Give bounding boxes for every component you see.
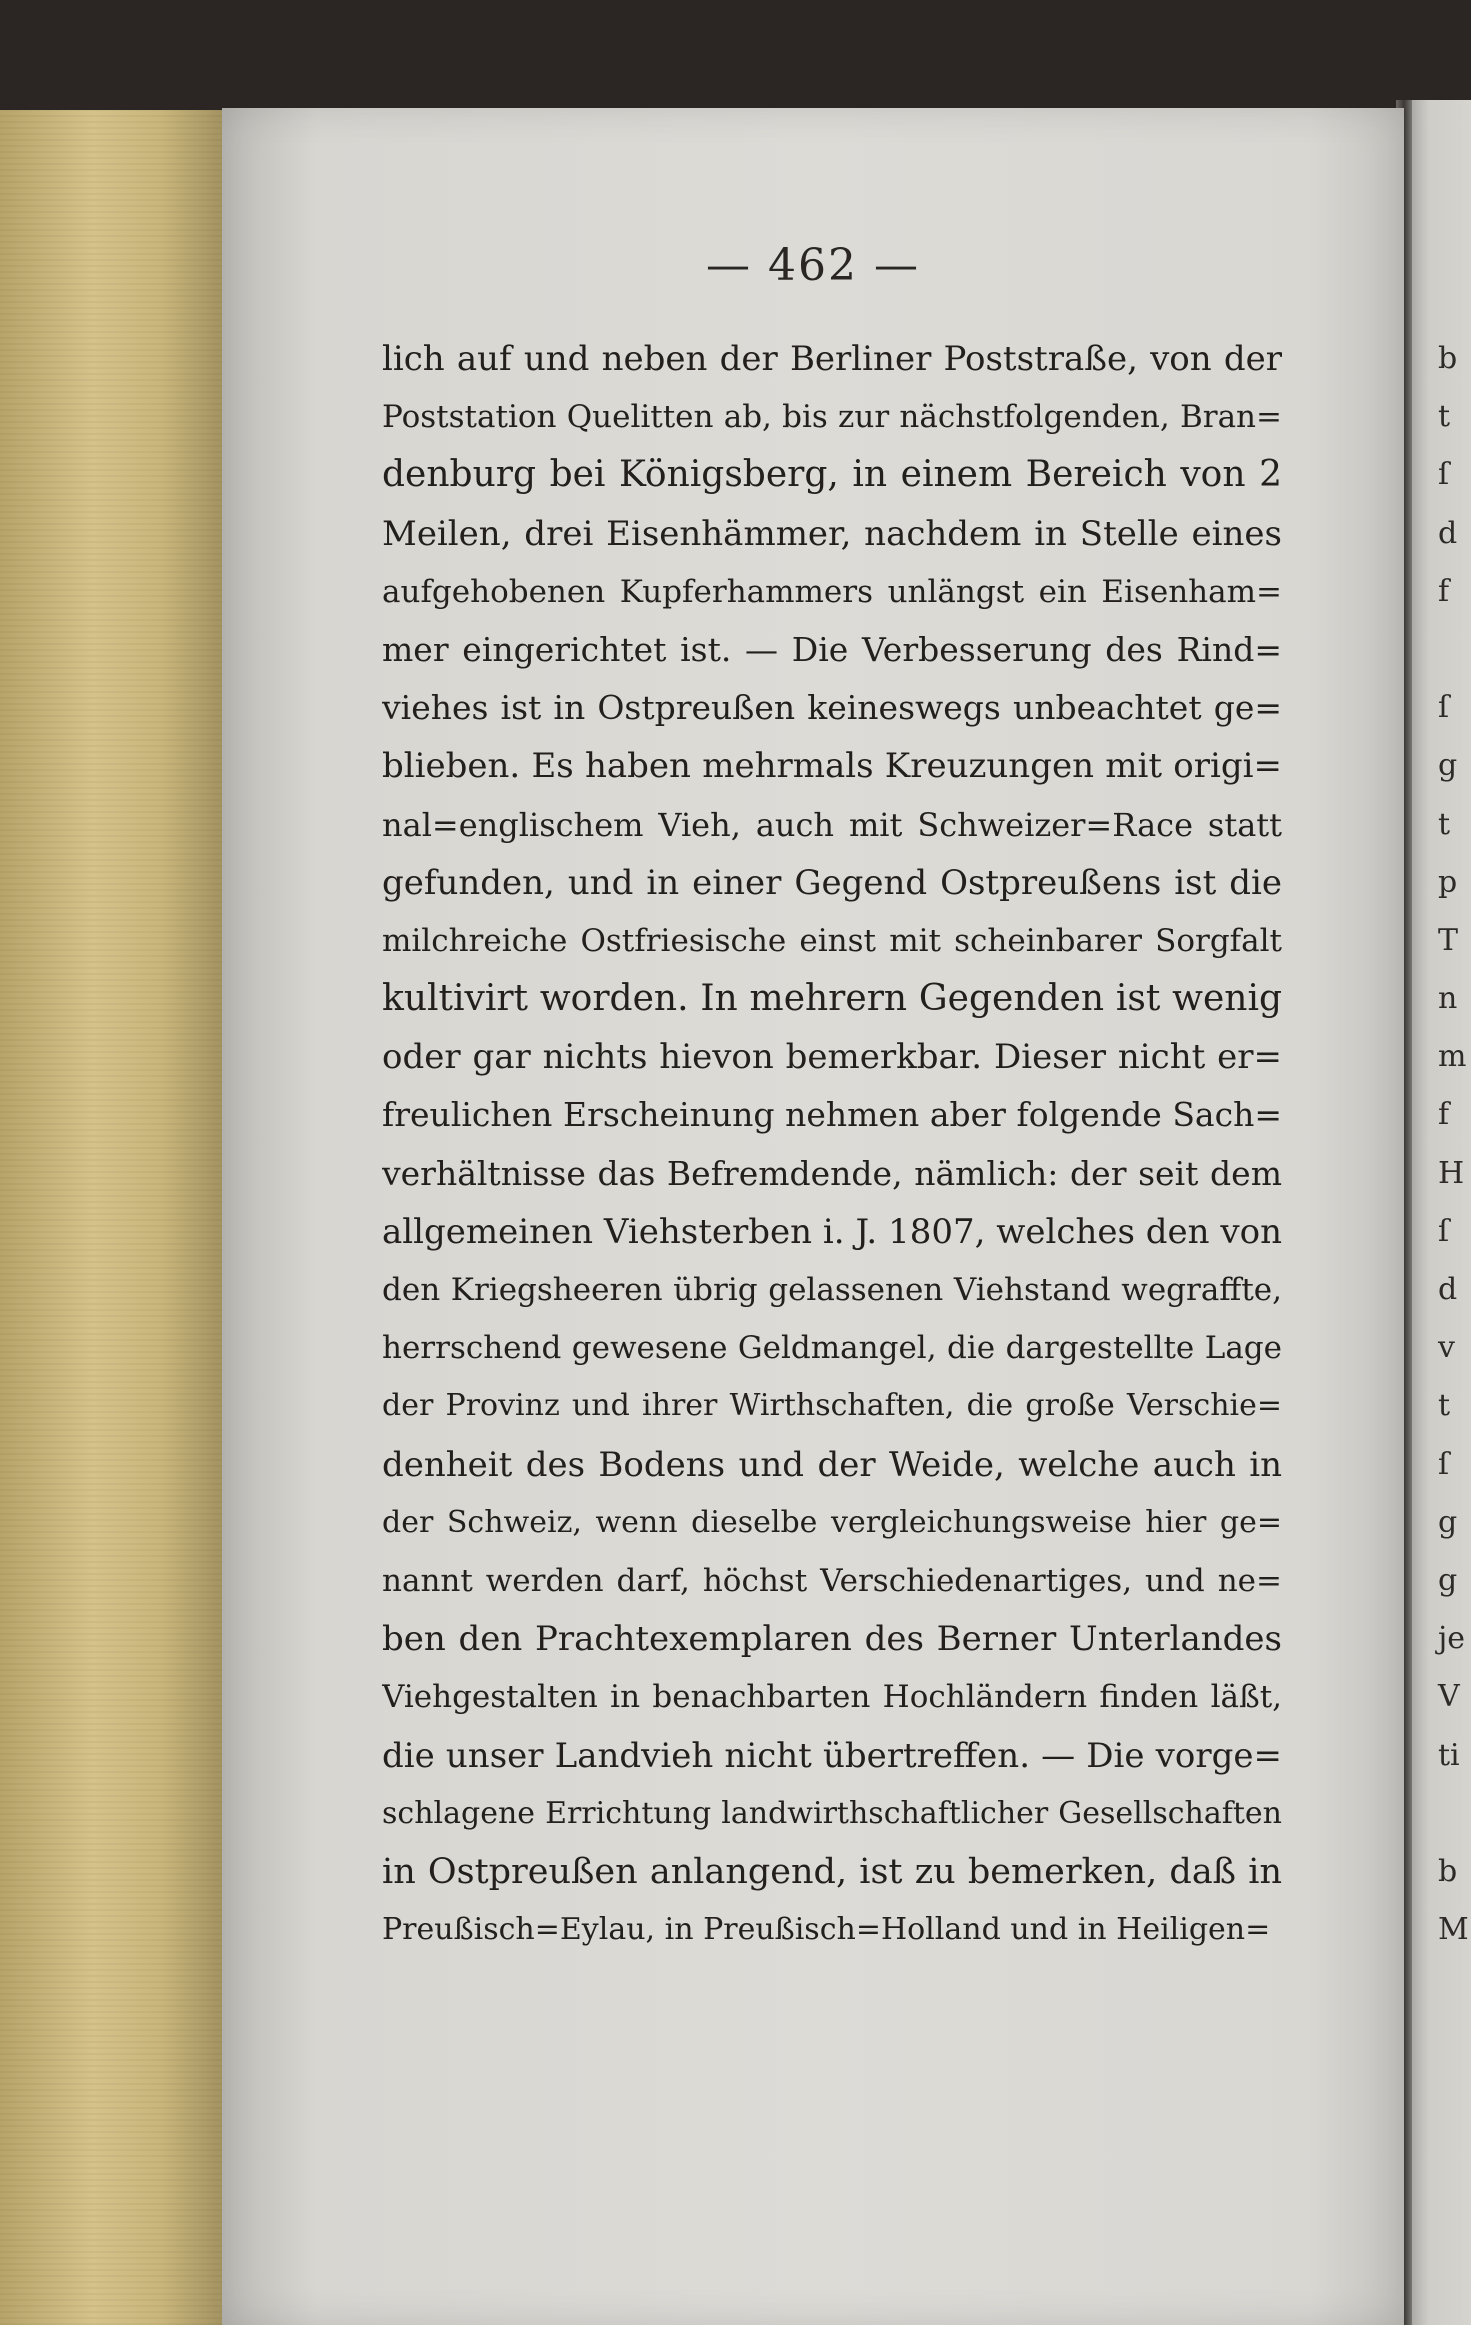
text-line: viehes ist in Ostpreußen keineswegs unbeachtet ge= <box>382 688 1282 728</box>
text-line: der Provinz und ihrer Wirthschaften, die große Verschie= <box>382 1388 1282 1424</box>
adjacent-page-fragment: m <box>1438 1039 1467 1075</box>
text-line: aufgehobenen Kupferhammers unlängst ein Eisenham= <box>382 573 1282 610</box>
adjacent-page-fragment: V <box>1438 1679 1460 1715</box>
text-line: in Ostpreußen anlangend, ist zu bemerken, daß in <box>382 1851 1282 1892</box>
text-line: allgemeinen Viehsterben i. J. 1807, welches den von <box>382 1211 1282 1252</box>
text-line: oder gar nichts hievon bemerkbar. Dieser nicht er= <box>382 1037 1282 1078</box>
adjacent-page-fragment: n <box>1438 981 1458 1017</box>
text-line: die unser Landvieh nicht übertreffen. — Die vorge= <box>382 1735 1282 1776</box>
adjacent-page-fragment: H <box>1438 1155 1465 1191</box>
adjacent-page-fragment: b <box>1438 1853 1458 1889</box>
text-line: nal=englischem Vieh, auch mit Schweizer=Race statt <box>382 805 1282 844</box>
page-body-text <box>382 330 1282 1959</box>
adjacent-page-fragment: ti <box>1438 1737 1460 1773</box>
adjacent-page-fragment <box>1438 621 1469 679</box>
text-line: ben den Prachtexemplaren des Berner Unterlandes <box>382 1619 1282 1660</box>
adjacent-page-fragment: je <box>1438 1621 1466 1657</box>
adjacent-page-fragment: g <box>1438 1504 1458 1540</box>
adjacent-page-text-fragments <box>1438 330 1469 1959</box>
text-line: blieben. Es haben mehrmals Kreuzungen mit origi= <box>382 746 1282 787</box>
adjacent-page-fragment: T <box>1438 922 1459 958</box>
text-line: der Schweiz, wenn dieselbe vergleichungsweise hier ge= <box>382 1504 1282 1540</box>
text-line: Poststation Quelitten ab, bis zur nächstfolgenden, Bran= <box>382 399 1282 436</box>
text-line: herrschend gewesene Geldmangel, die dargestellte Lage <box>382 1330 1282 1367</box>
adjacent-page-fragment: t <box>1438 399 1451 435</box>
text-line: den Kriegsheeren übrig gelassenen Viehstand wegraffte, <box>382 1272 1282 1308</box>
adjacent-page-fragment: t <box>1438 1388 1451 1424</box>
text-line: gefunden, und in einer Gegend Ostpreußens ist die <box>382 862 1282 903</box>
book-page <box>222 108 1404 2325</box>
text-line: verhältnisse das Befremdende, nämlich: der seit dem <box>382 1153 1282 1193</box>
page-number: — 462 — <box>706 240 920 291</box>
text-line: lich auf und neben der Berliner Poststraße, von der <box>382 339 1282 379</box>
adjacent-page-fragment: p <box>1438 864 1458 900</box>
adjacent-page-fragment: ſ <box>1438 457 1450 493</box>
adjacent-page-fragment: ſ <box>1438 1213 1450 1249</box>
adjacent-page-fragment: b <box>1438 341 1458 376</box>
text-line: denburg bei Königsberg, in einem Bereich von 2 <box>382 454 1282 496</box>
adjacent-page-fragment <box>1438 1785 1469 1843</box>
adjacent-page-fragment: ſ <box>1438 1446 1450 1482</box>
text-line: kultivirt worden. In mehrern Gegenden ist wenig <box>382 978 1282 1020</box>
text-line: milchreiche Ostfriesische einst mit scheinbarer Sorgfalt <box>382 922 1282 959</box>
text-line: denheit des Bodens und der Weide, welche auch in <box>382 1444 1282 1485</box>
text-line: Viehgestalten in benachbarten Hochländern finden läßt, <box>382 1679 1282 1716</box>
adjacent-page-fragment: g <box>1438 748 1458 784</box>
adjacent-page-fragment: d <box>1438 1272 1458 1307</box>
adjacent-page-fragment: g <box>1438 1562 1458 1598</box>
adjacent-page-fragment: t <box>1438 806 1451 842</box>
adjacent-page-fragment: v <box>1438 1330 1455 1366</box>
adjacent-page-fragment: ſ <box>1438 690 1450 726</box>
text-line: schlagene Errichtung landwirthschaftlicher Gesellschaften <box>382 1795 1282 1831</box>
book-page-edge-texture <box>0 110 230 2325</box>
adjacent-page-fragment: f <box>1438 573 1450 609</box>
adjacent-page-fragment: d <box>1438 515 1458 551</box>
adjacent-page-fragment: M <box>1438 1912 1469 1948</box>
adjacent-page-fragment: f <box>1438 1097 1450 1133</box>
text-line: nannt werden darf, höchst Verschiedenartiges, und ne= <box>382 1562 1282 1599</box>
text-line: Meilen, drei Eisenhämmer, nachdem in Stelle eines <box>382 513 1282 554</box>
text-line: freulichen Erscheinung nehmen aber folgende Sach= <box>382 1095 1282 1135</box>
text-line: Preußisch=Eylau, in Preußisch=Holland und in Heiligen= <box>382 1912 1271 1948</box>
text-line: mer eingerichtet ist. — Die Verbesserung des Rind= <box>382 629 1282 669</box>
